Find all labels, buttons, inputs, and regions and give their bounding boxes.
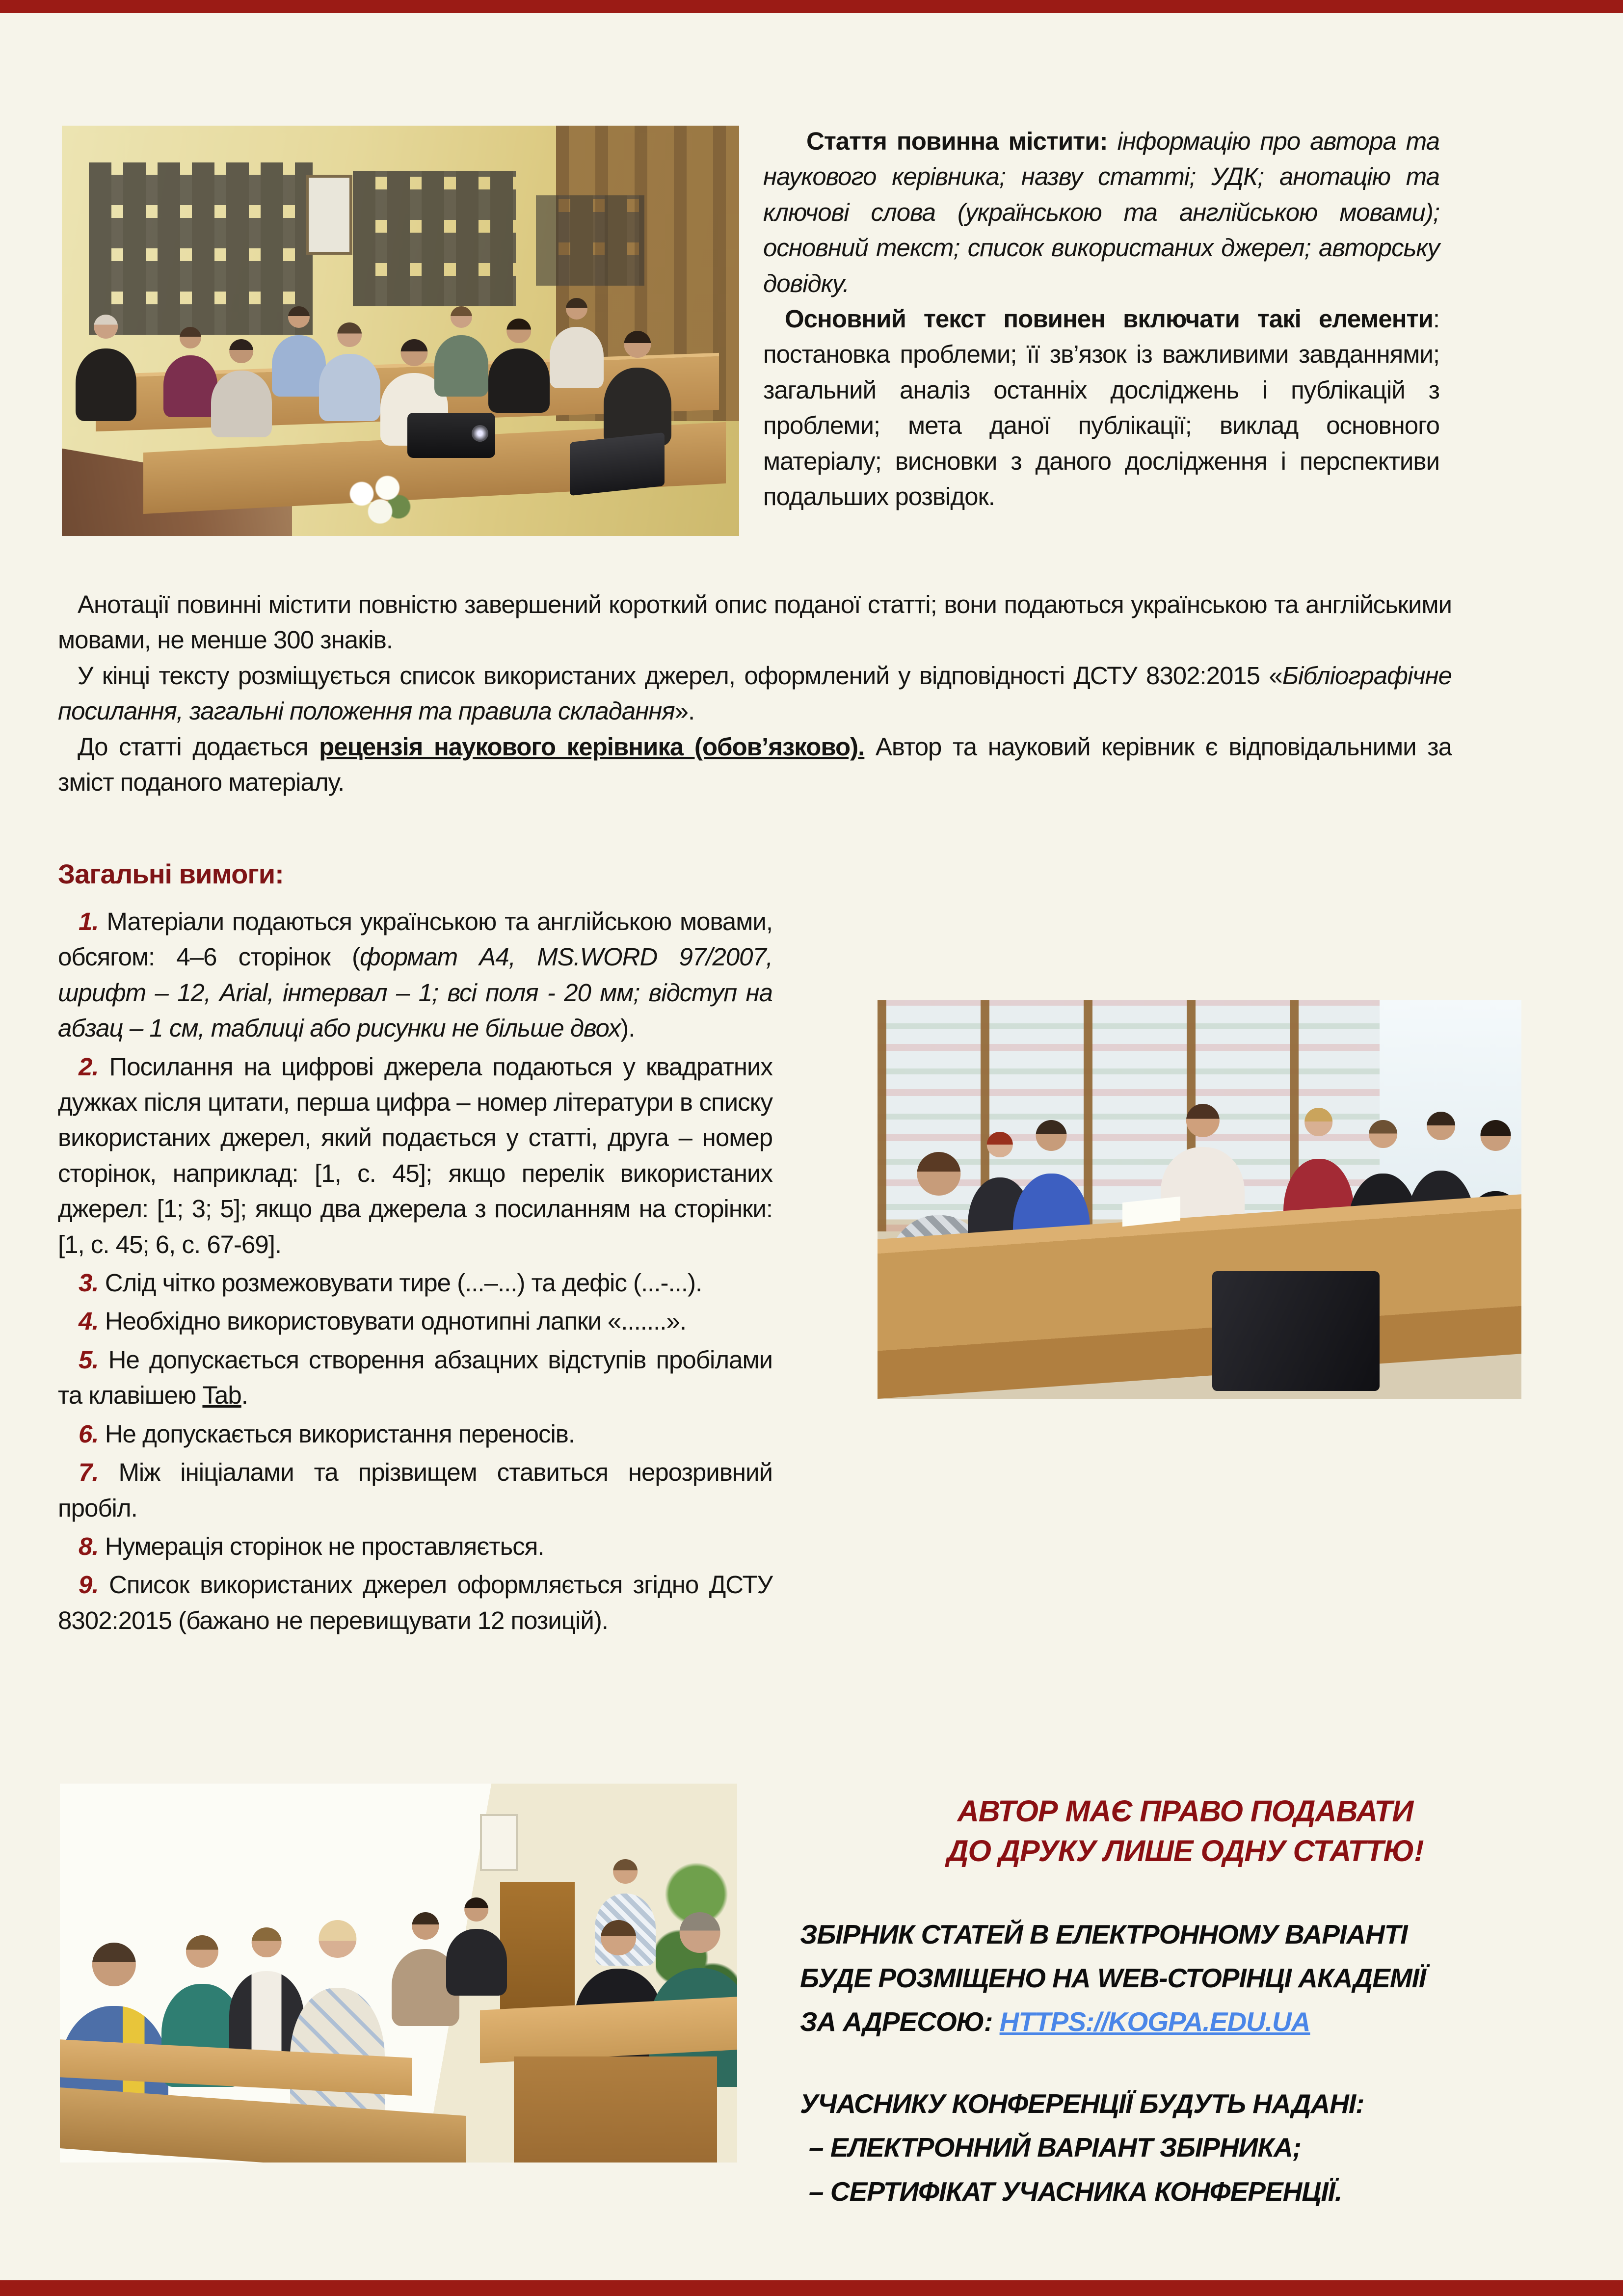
photo1-person xyxy=(211,339,272,438)
notice-line-2: ДО ДРУКУ ЛИШЕ ОДНУ СТАТТЮ! xyxy=(947,1834,1424,1868)
dstu-title-italic: Бібліографічне посилання, загальні положення та правила складання xyxy=(58,661,1452,725)
bottom-red-bar xyxy=(0,2280,1623,2296)
participant-benefits xyxy=(800,2082,1570,2213)
photo-library-audience xyxy=(62,126,739,536)
photo1-person xyxy=(272,306,326,397)
photo1-person xyxy=(550,298,604,388)
requirement-item-2: 2. Посилання на цифрові джерела подаються у квадратних дужках після цитати, перша цифра – номер літератури в списку використаних джерел, який подається у статті, друга – номер сторінок, наприклад: [1, с. 45]; якщо перелік використаних джерел: [1; 3; 5]; якщо два джерела з посиланням на сторінки: [1, с. 45; 6, с. 67-69]. xyxy=(58,1052,772,1258)
photo1-portrait-wall-right xyxy=(536,195,644,286)
notice-line-1: АВТОР МАЄ ПРАВО ПОДАВАТИ xyxy=(957,1794,1413,1828)
benefits-heading: УЧАСНИКУ КОНФЕРЕНЦІЇ БУДУТЬ НАДАНІ: xyxy=(800,2088,1364,2119)
review-paragraph: До статті додається рецензія наукового керівника (обов’язково). Автор та науковий керівник є відповідальними за зміст поданого матеріалу. xyxy=(58,732,1452,797)
photo1-projector-lens xyxy=(472,425,488,442)
annotations-paragraph: Анотації повинні містити повністю завершений короткий опис поданої статті; вони подаються українською та англійськими мовами, не менше 300 знаків. xyxy=(58,590,1452,654)
bottom-info-block xyxy=(800,1791,1570,2214)
requirement-item-1: 1. Матеріали подаються українською та англійською мовами, обсягом: 4–6 сторінок (формат А4, MS.WORD 97/2007, шрифт – 12, Arial, інтервал – 1; всі поля - 20 мм; відступ на абзац – 1 см, таблиці або рисунки не більше двох). xyxy=(58,908,772,1042)
photo3-front-table-side xyxy=(514,2056,717,2163)
general-paragraphs xyxy=(58,587,1452,800)
photo1-portrait-wall-center xyxy=(353,171,515,306)
photo-meeting-room xyxy=(878,1000,1521,1399)
main-text-paragraph xyxy=(763,301,1439,514)
photo-classroom xyxy=(60,1784,737,2163)
requirement-item-3: 3. Слід чітко розмежовувати тире (...–...) та дефіс (...-...). xyxy=(79,1269,702,1297)
photo1-person xyxy=(604,331,671,446)
tab-key-underlined: Tab xyxy=(202,1381,241,1410)
requirement-item-6: 6. Не допускається використання переносів. xyxy=(79,1419,575,1448)
photo2-laptop xyxy=(1212,1271,1380,1391)
main-text-lead: Основний текст повинен включати такі елементи xyxy=(785,305,1433,333)
main-text-body: : постановка проблеми; її зв’язок із важливими завданнями; загальний аналіз останніх досліджень і публікацій з проблеми; мета даної публікації; виклад основного матеріалу; висновки з даного дослідження і перспективи подальших розвідок. xyxy=(763,305,1439,511)
photo1-picture-frame xyxy=(306,175,352,254)
requirement-item-9: 9. Список використаних джерел оформляється згідно ДСТУ 8302:2015 (бажано не перевищувати 12 позицій). xyxy=(58,1571,772,1634)
photo3-student-blonde xyxy=(290,1920,385,2132)
article-must-contain-paragraph xyxy=(763,124,1439,301)
requirements-list xyxy=(58,904,772,1641)
benefit-item-1: – ЕЛЕКТРОННИЙ ВАРІАНТ ЗБІРНИКА; xyxy=(809,2132,1302,2163)
photo1-lily-flowers xyxy=(340,470,413,529)
collection-line-3 xyxy=(800,2000,1570,2044)
review-required-underlined: рецензія наукового керівника (обов’язково). xyxy=(319,732,865,761)
article-must-contain-body: інформацію про автора та наукового керівника; назву статті; УДК; анотацію та ключові слова (українською та англійською мовами); основний текст; список використаних джерел; авторську довідку. xyxy=(763,127,1439,297)
photo1-person xyxy=(319,322,380,421)
photo1-person xyxy=(76,315,136,421)
requirement-item-5: 5. Не допускається створення абзацних відступів пробілами та клавішею Tab. xyxy=(58,1345,772,1410)
photo1-laptop xyxy=(570,432,665,496)
collection-line-2: БУДЕ РОЗМІЩЕНО НА WEB-СТОРІНЦІ АКАДЕМІЇ xyxy=(800,1963,1426,1994)
requirement-item-7: 7. Між ініціалами та прізвищем ставиться нерозривний пробіл. xyxy=(58,1458,772,1522)
sources-paragraph: У кінці тексту розміщується список використаних джерел, оформлений у відповідності ДСТУ 8302:2015 «Бібліографічне посилання, загальні положення та правила складання». xyxy=(58,661,1452,725)
requirements-heading: Загальні вимоги: xyxy=(58,858,284,889)
requirement-item-8: 8. Нумерація сторінок не проставляється. xyxy=(79,1532,544,1560)
collection-info xyxy=(800,1913,1570,2044)
article-must-contain-lead: Стаття повинна містити: xyxy=(806,127,1117,155)
collection-line-1: ЗБІРНИК СТАТЕЙ В ЕЛЕКТРОННОМУ ВАРІАНТІ xyxy=(800,1919,1408,1950)
benefit-item-2: – СЕРТИФІКАТ УЧАСНИКА КОНФЕРЕНЦІЇ. xyxy=(809,2176,1342,2207)
photo1-person xyxy=(163,327,217,417)
academy-website-link[interactable]: HTTPS://KOGPA.EDU.UA xyxy=(999,2006,1310,2037)
photo3-lectern xyxy=(500,1882,575,2011)
top-red-bar xyxy=(0,0,1623,13)
photo1-person xyxy=(488,319,549,413)
photo3-student-black xyxy=(446,1897,507,1996)
photo1-person xyxy=(434,306,488,397)
intro-text xyxy=(763,124,1439,514)
one-article-notice xyxy=(800,1791,1570,1870)
requirement-item-4: 4. Необхідно використовувати однотипні лапки «.......». xyxy=(79,1307,686,1335)
address-label: ЗА АДРЕСОЮ: xyxy=(800,2006,1000,2037)
photo3-window-frame xyxy=(480,1814,518,1871)
